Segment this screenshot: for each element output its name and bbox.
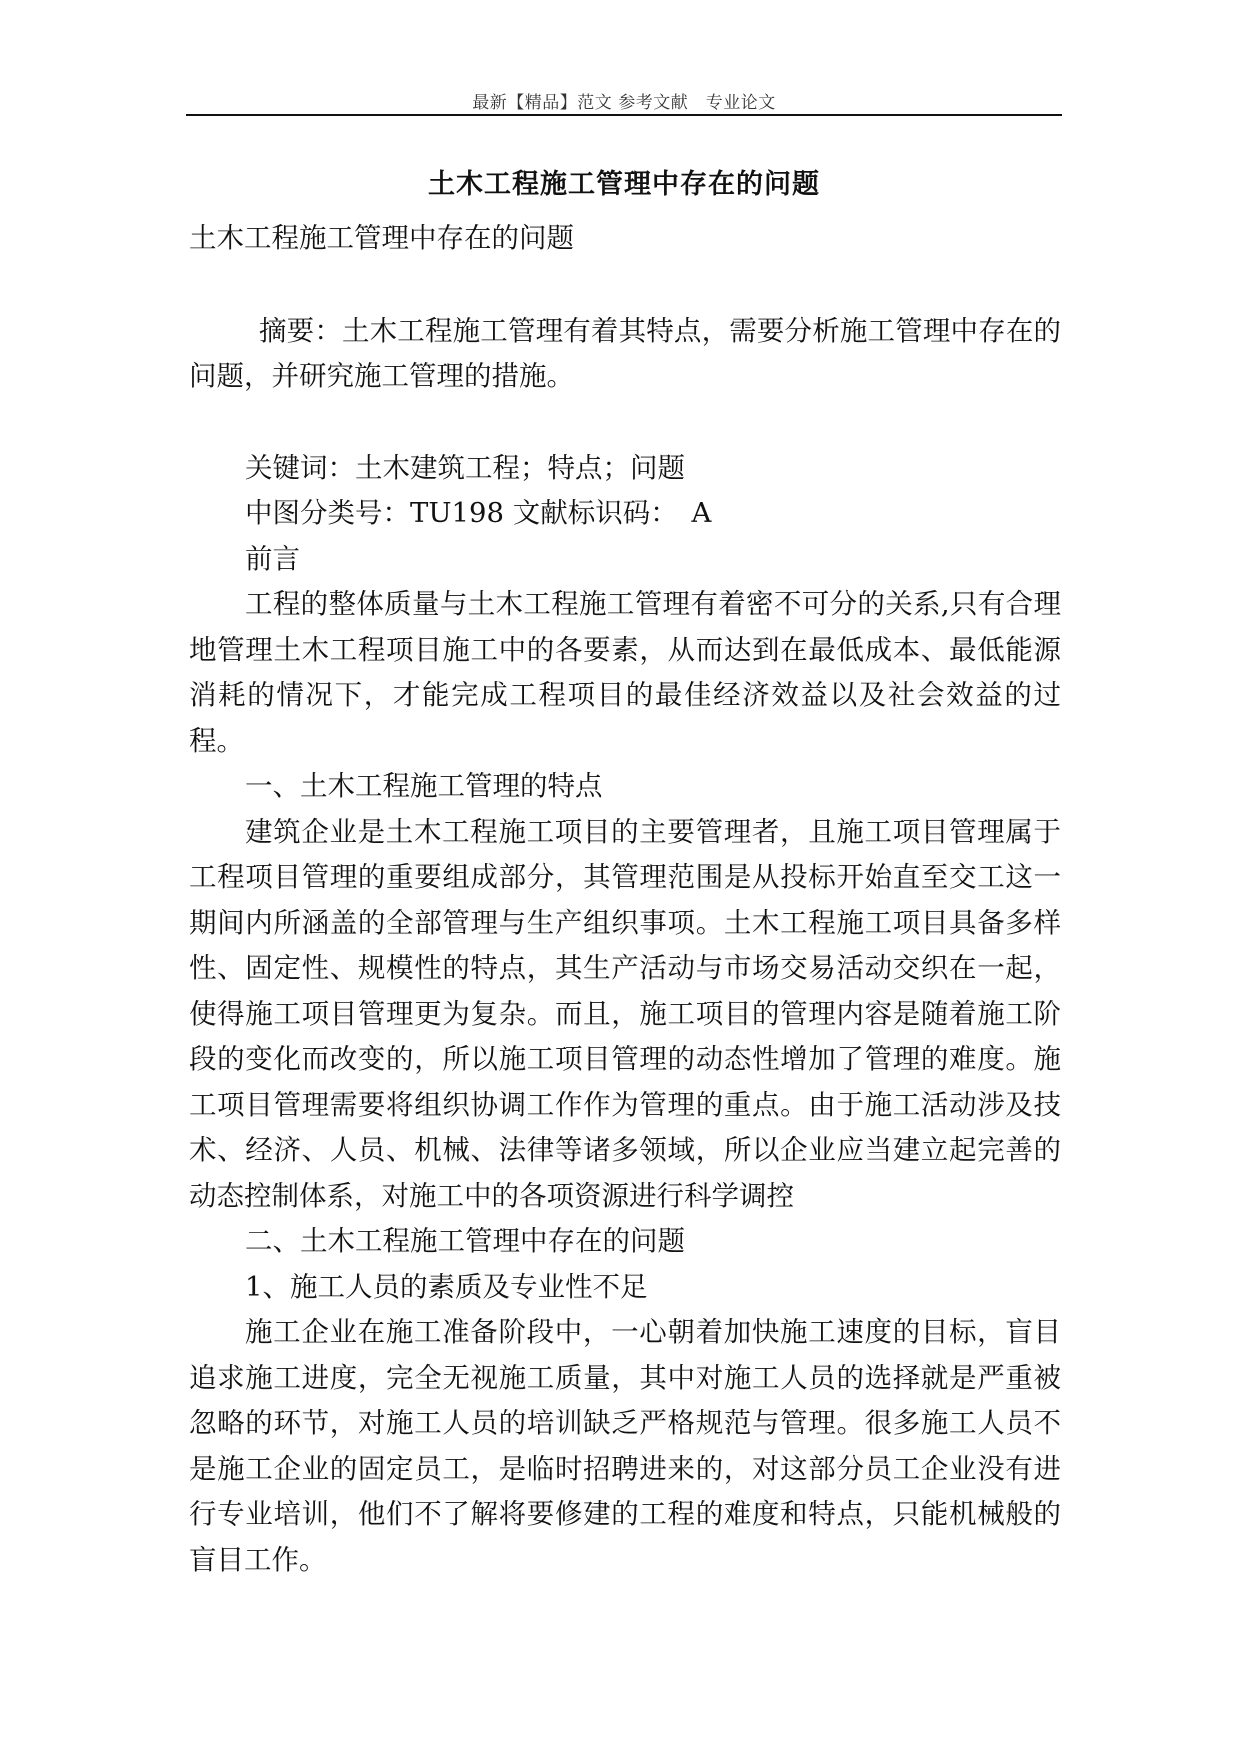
page-header: 最新【精品】范文 参考文献 专业论文	[472, 93, 776, 113]
document-body	[189, 216, 1061, 1583]
subsection-1-heading: 1、施工人员的素质及专业性不足	[245, 1270, 648, 1303]
preface-heading: 前言	[245, 542, 300, 575]
document-title: 土木工程施工管理中存在的问题	[428, 169, 820, 200]
document-subtitle: 土木工程施工管理中存在的问题	[189, 222, 574, 254]
section-1-paragraph: 建筑企业是土木工程施工项目的主要管理者，且施工项目管理属于工程项目管理的重要组成部分，其管理范围是从投标开始直至交工这一期间内所涵盖的全部管理与生产组织事项。土木工程施工项目具备多样性、固定性、规模性的特点，其生产活动与市场交易活动交织在一起，使得施工项目管理更为复杂。而且，施工项目的管理内容是随着施工阶段的变化而改变的，所以施工项目管理的动态性增加了管理的难度。施工项目管理需要将组织协调工作作为管理的重点。由于施工活动涉及技术、经济、人员、机械、法律等诸多领域，所以企业应当建立起完善的动态控制体系，对施工中的各项资源进行科学调控	[189, 815, 1061, 1212]
abstract-paragraph: 摘要：土木工程施工管理有着其特点，需要分析施工管理中存在的问题，并研究施工管理的措施。	[189, 314, 1061, 392]
keywords-line: 关键词：土木建筑工程；特点；问题	[245, 451, 685, 484]
classification-line: 中图分类号：TU198 文献标识码： A	[245, 497, 712, 529]
preface-paragraph: 工程的整体质量与土木工程施工管理有着密不可分的关系,只有合理地管理土木工程项目施工中的各要素，从而达到在最低成本、最低能源消耗的情况下，才能完成工程项目的最佳经济效益以及社会效益的过程。	[189, 588, 1061, 757]
section-2-heading: 二、土木工程施工管理中存在的问题	[245, 1225, 685, 1257]
subsection-1-paragraph: 施工企业在施工准备阶段中，一心朝着加快施工速度的目标，盲目追求施工进度，完全无视施工质量，其中对施工人员的选择就是严重被忽略的环节，对施工人员的培训缺乏严格规范与管理。很多施工人员不是施工企业的固定员工，是临时招聘进来的，对这部分员工企业没有进行专业培训，他们不了解将要修建的工程的难度和特点，只能机械般的盲目工作。	[189, 1316, 1061, 1576]
header-divider	[186, 114, 1062, 116]
section-1-heading: 一、土木工程施工管理的特点	[245, 770, 603, 802]
